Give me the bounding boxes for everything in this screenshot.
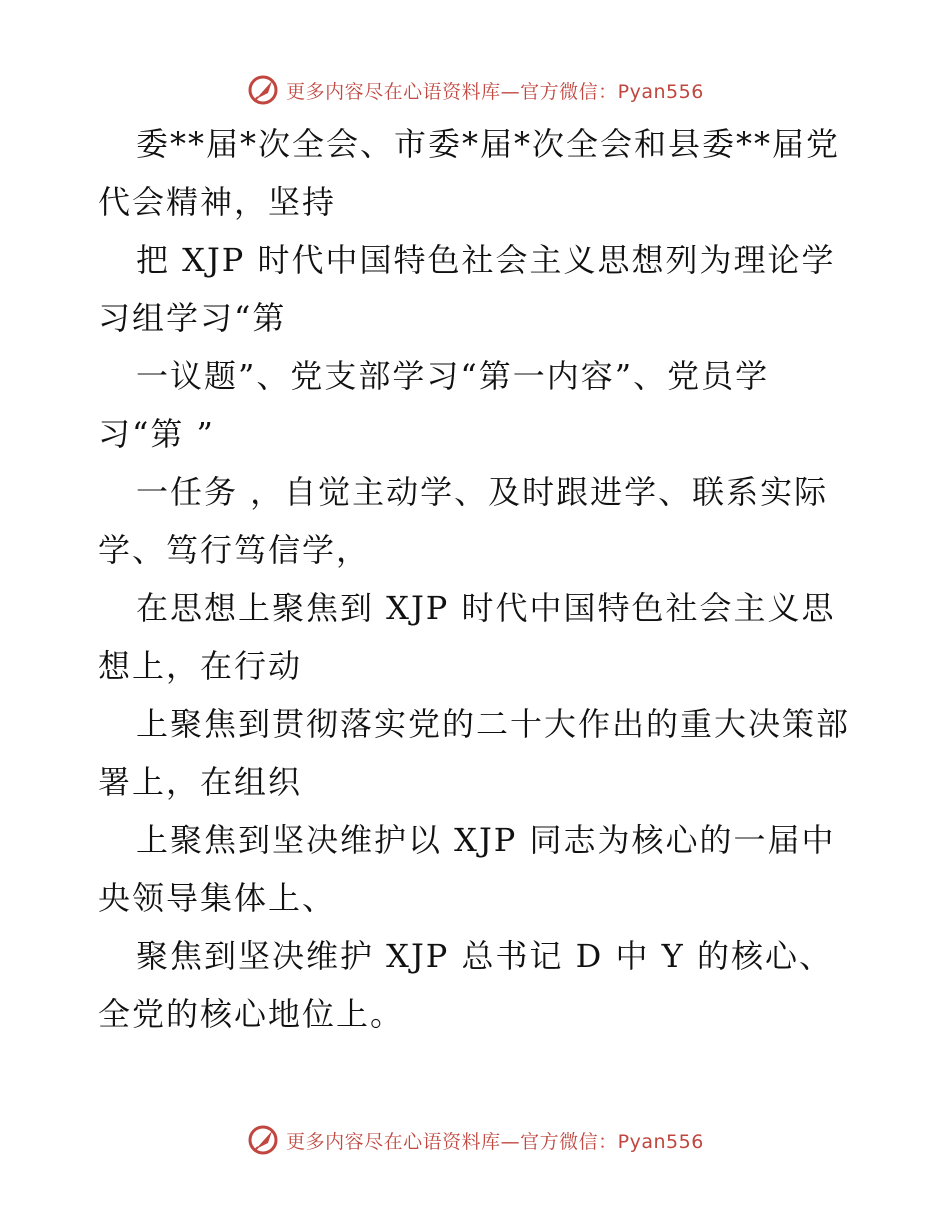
footer-banner xyxy=(0,1120,950,1160)
body-line: 聚焦到坚决维护 XJP 总书记 D 中 Y 的核心、 xyxy=(136,937,833,975)
body-line: 一任务 ，自觉主动学、及时跟进学、联系实际 xyxy=(136,473,829,511)
header-banner xyxy=(0,70,950,110)
body-line: 一议题”、党支部学习“第一内容”、党员学 xyxy=(136,357,770,395)
body-line: 在思想上聚焦到 XJP 时代中国特色社会主义思 xyxy=(136,589,836,627)
body-line: 全党的核心地位上。 xyxy=(98,995,405,1033)
body-line: 把 XJP 时代中国特色社会主义思想列为理论学 xyxy=(136,241,836,279)
body-line: 上聚焦到坚决维护以 XJP 同志为核心的一届中 xyxy=(136,821,836,859)
body-line: 学、笃行笃信学， xyxy=(98,531,371,569)
body-line: 央领导集体上、 xyxy=(98,879,337,917)
body-line: 代会精神，坚持 xyxy=(98,183,337,221)
footer-banner-text: 更多内容尽在心语资料库—官方微信：Pyan556 xyxy=(286,1130,704,1153)
body-line: 署上，在组织 xyxy=(98,763,303,801)
quill-pen-logo-icon xyxy=(246,73,280,107)
quill-pen-logo-icon xyxy=(246,1123,280,1157)
body-line: 上聚焦到贯彻落实党的二十大作出的重大决策部 xyxy=(136,705,851,743)
body-line: 想上，在行动 xyxy=(98,647,303,685)
body-line: 习组学习“第 xyxy=(98,299,287,337)
header-banner-text: 更多内容尽在心语资料库—官方微信：Pyan556 xyxy=(286,80,704,103)
body-line: 委**届*次全会、市委*届*次全会和县委**届党 xyxy=(136,125,841,163)
body-line: 习“第 ” xyxy=(98,415,215,453)
